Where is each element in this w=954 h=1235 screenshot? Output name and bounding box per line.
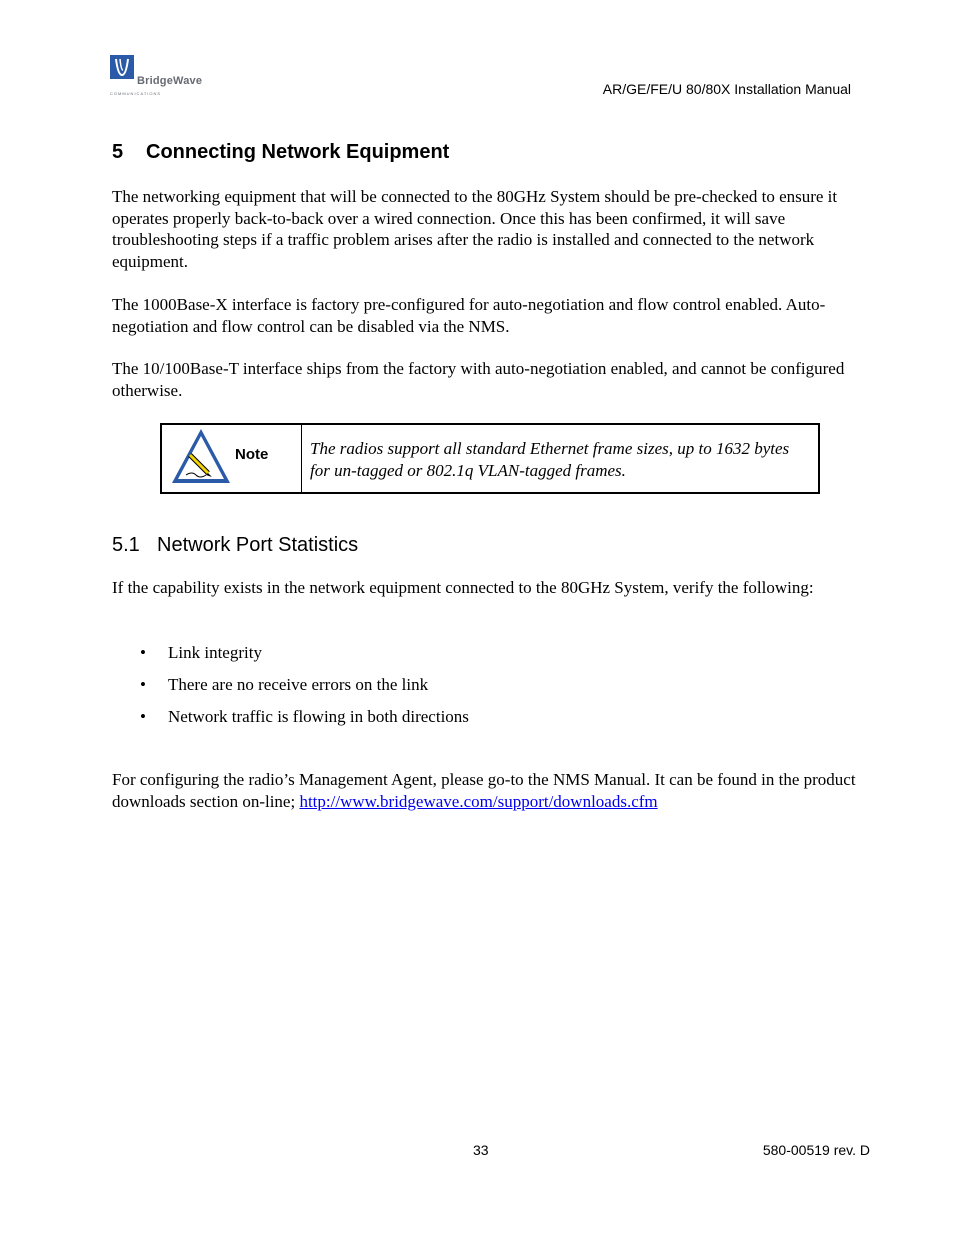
- list-item-text: There are no receive errors on the link: [168, 675, 429, 694]
- manual-title: AR/GE/FE/U 80/80X Installation Manual: [602, 81, 851, 97]
- subsection-heading: [112, 534, 358, 557]
- note-label: Note: [235, 446, 269, 463]
- subsection-title: Network Port Statistics: [157, 534, 359, 556]
- document-revision: 580-00519 rev. D: [762, 1142, 870, 1158]
- note-text: The radios support all standard Ethernet frame sizes, up to 1632 bytes for un-tagged or 802.1q VLAN-tagged frames.: [310, 439, 790, 480]
- note-label-cell: [162, 425, 302, 492]
- paragraph-nms-manual: [112, 769, 872, 812]
- bullet-icon: •: [140, 675, 146, 694]
- paragraph-10-100base-t: The 10/100Base-T interface ships from the factory with auto-negotiation enabled, and cannot be configured otherwise.: [112, 359, 845, 400]
- logo-wordmark: BridgeWave: [137, 75, 203, 87]
- list-item-text: Link integrity: [168, 643, 262, 662]
- company-logo: [110, 55, 210, 100]
- bullet-icon: •: [140, 707, 146, 726]
- page-number: 33: [473, 1142, 489, 1158]
- list-item-text: Network traffic is flowing in both directions: [168, 707, 469, 726]
- bullet-icon: •: [140, 643, 146, 662]
- paragraph-1000base-x: The 1000Base-X interface is factory pre-configured for auto-negotiation and flow control enabled. Auto-negotiation and flow control can be disabled via the NMS.: [112, 295, 826, 336]
- paragraph-pre-check: The networking equipment that will be connected to the 80GHz System should be pre-checked to ensure it operates properly back-to-back over a wired connection. Once this has been confirmed, it will save troubleshooting steps if a traffic problem arises after the radio is installed and connected to the network equipment.: [112, 187, 838, 271]
- bridgewave-logo-icon: [110, 55, 134, 79]
- section-heading: [112, 141, 449, 164]
- subsection-number: 5.1: [112, 534, 140, 556]
- logo-tagline: COMMUNICATIONS: [110, 91, 162, 96]
- note-callout: [160, 423, 820, 494]
- downloads-link[interactable]: http://www.bridgewave.com/support/downloads.cfm: [299, 791, 658, 811]
- section-number: 5: [112, 141, 124, 163]
- pencil-warning-icon: [170, 427, 232, 485]
- section-title: Connecting Network Equipment: [146, 141, 450, 163]
- nms-manual-text: For configuring the radio’s Management Agent, please go-to the NMS Manual. It can be found in the product downloads section on-line;: [112, 770, 856, 811]
- paragraph-verify-intro: If the capability exists in the network equipment connected to the 80GHz System, verify the following:: [112, 578, 814, 597]
